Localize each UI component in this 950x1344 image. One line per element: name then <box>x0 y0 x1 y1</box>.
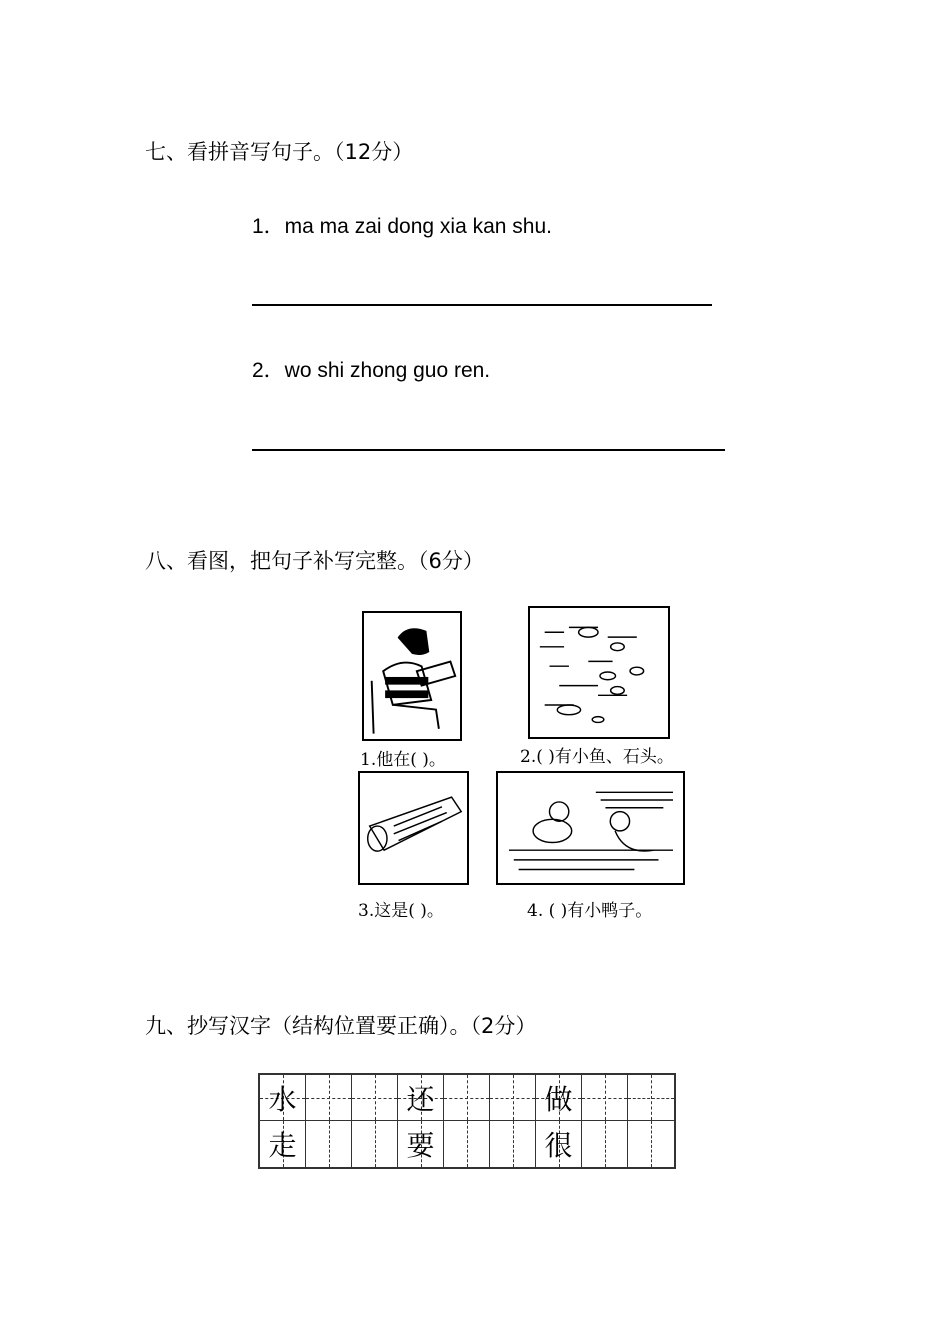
answer-line-2[interactable] <box>252 449 725 451</box>
caption-2: 2.( )有小鱼、石头。 <box>520 747 674 767</box>
grid-cell <box>260 1075 306 1121</box>
grid-cell[interactable] <box>628 1121 674 1167</box>
grid-cell[interactable] <box>352 1121 398 1167</box>
answer-line-1[interactable] <box>252 304 712 306</box>
log-picture <box>358 771 469 885</box>
grid-cell[interactable] <box>582 1075 628 1121</box>
grid-cell[interactable] <box>582 1121 628 1167</box>
grid-cell[interactable] <box>444 1075 490 1121</box>
caption-3: 3.这是( )。 <box>358 901 444 921</box>
grid-cell <box>398 1121 444 1167</box>
grid-cell[interactable] <box>444 1121 490 1167</box>
question-2: 2．wo shi zhong guo ren. <box>252 359 491 382</box>
grid-cell[interactable] <box>490 1121 536 1167</box>
section9-title: 九、抄写汉字（结构位置要正确）。（2分） <box>145 1014 537 1038</box>
model-char: 走 <box>268 1129 297 1162</box>
grid-cell[interactable] <box>490 1075 536 1121</box>
caption-4: 4. ( )有小鸭子。 <box>527 901 653 921</box>
grid-cell[interactable] <box>306 1121 352 1167</box>
model-char: 做 <box>544 1082 573 1116</box>
fish-picture <box>528 606 670 739</box>
grid-cell[interactable] <box>306 1075 352 1121</box>
character-copy-grid <box>258 1073 676 1169</box>
model-char: 要 <box>406 1129 435 1162</box>
question-1: 1．ma ma zai dong xia kan shu. <box>252 215 552 238</box>
grid-cell[interactable] <box>352 1075 398 1121</box>
grid-cell <box>536 1075 582 1121</box>
grid-cell <box>398 1075 444 1121</box>
ducklings-picture <box>496 771 685 885</box>
boy-reading-picture <box>362 611 462 741</box>
caption-1: 1.他在( )。 <box>360 750 446 770</box>
section8-title: 八、看图，把句子补写完整。（6分） <box>145 549 484 573</box>
model-char: 水 <box>268 1082 297 1116</box>
grid-cell <box>536 1121 582 1167</box>
section7-title: 七、看拼音写句子。（12分） <box>145 140 414 164</box>
model-char: 还 <box>406 1082 435 1116</box>
grid-cell <box>260 1121 306 1167</box>
model-char: 很 <box>544 1129 573 1162</box>
grid-cell[interactable] <box>628 1075 674 1121</box>
